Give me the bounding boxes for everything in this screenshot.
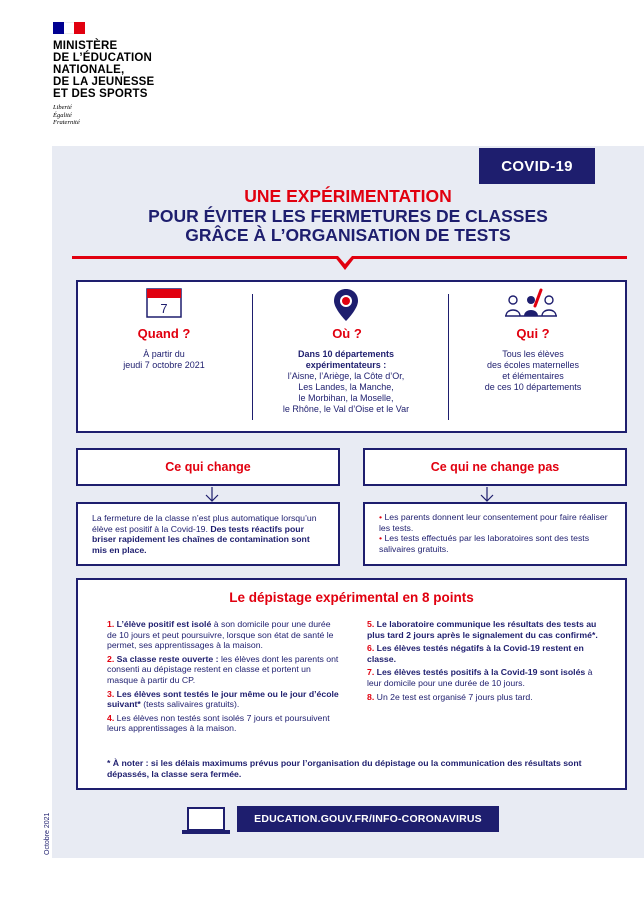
point-bold: L’élève positif est isolé: [116, 619, 212, 629]
calendar-icon: [146, 288, 182, 318]
ministry-line: NATIONALE,: [53, 64, 125, 76]
stays-item-text: Les tests effectués par les laboratoires sont des tests salivaires gratuits.: [379, 533, 590, 554]
ministry-line: DE L’ÉDUCATION: [53, 52, 153, 64]
who-title: Qui ?: [516, 326, 550, 341]
point-item: [107, 689, 339, 710]
points-left-column: [107, 619, 339, 737]
ministry-line: DE LA JEUNESSE: [53, 76, 155, 88]
who-line: Tous les élèves: [502, 349, 564, 359]
students-icon: [503, 286, 559, 318]
calendar-day: 7: [160, 301, 168, 316]
motto-line: Égalité: [53, 111, 72, 119]
when-title: Quand ?: [137, 326, 191, 341]
when-line: À partir du: [143, 349, 185, 359]
map-pin-icon: [333, 288, 359, 322]
when-line: jeudi 7 octobre 2021: [123, 360, 205, 370]
point-item: [367, 692, 607, 703]
point-bold: Les élèves testés positifs à la Covid-19 sont isolés: [376, 667, 586, 678]
point-item: [367, 619, 607, 640]
where-bold-line: Dans 10 départements: [297, 349, 395, 359]
who-line: et élémentaires: [502, 371, 564, 381]
point-text: Un 2e test est organisé 7 jours plus tard.: [374, 691, 533, 702]
covid-badge: COVID-19: [479, 148, 595, 184]
what-changes-heading: Ce qui change: [76, 448, 340, 486]
what-stays-detail: [363, 502, 627, 566]
point-item: [107, 713, 339, 734]
points-right-column: [367, 619, 607, 705]
point-text: à son domicile pour une durée de 10 jours et peut poursuivre, lorsque son état de santé le permet, ses apprentissages à la maison.: [107, 619, 334, 651]
stays-item-text: Les parents donnent leur consentement pour faire réaliser les tests.: [379, 512, 608, 533]
motto-line: Fraternité: [53, 119, 80, 126]
points-title: Le dépistage expérimental en 8 points: [229, 590, 474, 605]
info-coronavirus-link[interactable]: EDUCATION.GOUV.FR/INFO-CORONAVIRUS: [237, 806, 499, 832]
point-bold: Les élèves sont testés le jour même ou le jour d’école suivant*: [107, 688, 339, 710]
where-title: Où ?: [332, 326, 362, 341]
title-line-1: UNE EXPÉRIMENTATION: [244, 186, 452, 206]
point-text: les élèves dont les parents ont consenti au dépistage restent en classe et portent un masque à partir du CP.: [107, 653, 339, 685]
changes-text: La fermeture de la classe n’est plus automatique lorsqu’un élève est positif à la Covid-19.: [92, 513, 317, 534]
what-stays-heading: Ce qui ne change pas: [363, 448, 627, 486]
point-number: 4.: [107, 712, 115, 723]
point-item: [107, 619, 339, 651]
ministry-name: [53, 40, 154, 100]
point-number: 2.: [107, 653, 115, 664]
note-text: * À noter : si les délais maximums prévus pour l’organisation du dépistage ou la communication des résultats sont dépassés, la classe sera fermée.: [107, 758, 582, 779]
motto-line: Liberté: [53, 104, 72, 111]
point-bold: Sa classe reste ouverte :: [116, 653, 219, 664]
point-item: [367, 643, 607, 664]
when-text: [74, 349, 254, 371]
what-changes-detail: [76, 502, 340, 566]
point-text: (tests salivaires gratuits).: [140, 699, 240, 710]
ministry-line: MINISTÈRE: [53, 40, 118, 52]
where-text: [256, 349, 436, 415]
where-line: le Rhône, le Val d’Oise et le Var: [282, 404, 410, 414]
who-line: des écoles maternelles: [486, 360, 580, 370]
where-bold-line: expérimentateurs :: [305, 360, 387, 370]
point-number: 3.: [107, 688, 115, 699]
point-number: 6.: [367, 643, 375, 654]
republic-motto: [53, 104, 80, 127]
list-item: • Les tests effectués par les laboratoires sont des tests salivaires gratuits.: [379, 533, 590, 554]
where-line: l’Aisne, l’Ariège, la Côte d’Or,: [287, 371, 405, 381]
point-item: [367, 667, 607, 688]
changes-text-bold: Des tests réactifs pour briser rapidement les chaînes de contamination sont mis en place.: [92, 523, 310, 555]
point-number: 7.: [367, 667, 375, 678]
laptop-icon: [181, 806, 231, 836]
title-line-2: POUR ÉVITER LES FERMETURES DE CLASSES: [148, 206, 548, 226]
where-line: Les Landes, la Manche,: [298, 382, 394, 392]
who-text: [443, 349, 623, 393]
where-line: le Morbihan, la Moselle,: [298, 393, 394, 403]
point-item: [107, 654, 339, 686]
point-text: à leur domicile pour une durée de 10 jours.: [367, 667, 593, 688]
point-text: Les élèves non testés sont isolés 7 jours et poursuivent leurs apprentissages à la maison.: [107, 712, 330, 734]
point-number: 1.: [107, 619, 115, 629]
title-line-3: GRÂCE À L’ORGANISATION DE TESTS: [185, 225, 511, 245]
ministry-line: ET DES SPORTS: [53, 88, 148, 100]
who-line: de ces 10 départements: [484, 382, 582, 392]
list-item: • Les parents donnent leur consentement pour faire réaliser les tests.: [379, 512, 608, 533]
point-bold: Le laboratoire communique les résultats des tests au plus tard 2 jours après le signalement du cas confirmé*.: [367, 619, 598, 640]
publication-date: Octobre 2021: [44, 812, 51, 855]
point-number: 8.: [367, 691, 375, 702]
point-bold: Les élèves testés négatifs à la Covid-19 restent en classe.: [367, 643, 584, 664]
point-number: 5.: [367, 619, 375, 629]
divider-caret: [334, 252, 356, 274]
republic-flag-logo: [53, 22, 85, 34]
